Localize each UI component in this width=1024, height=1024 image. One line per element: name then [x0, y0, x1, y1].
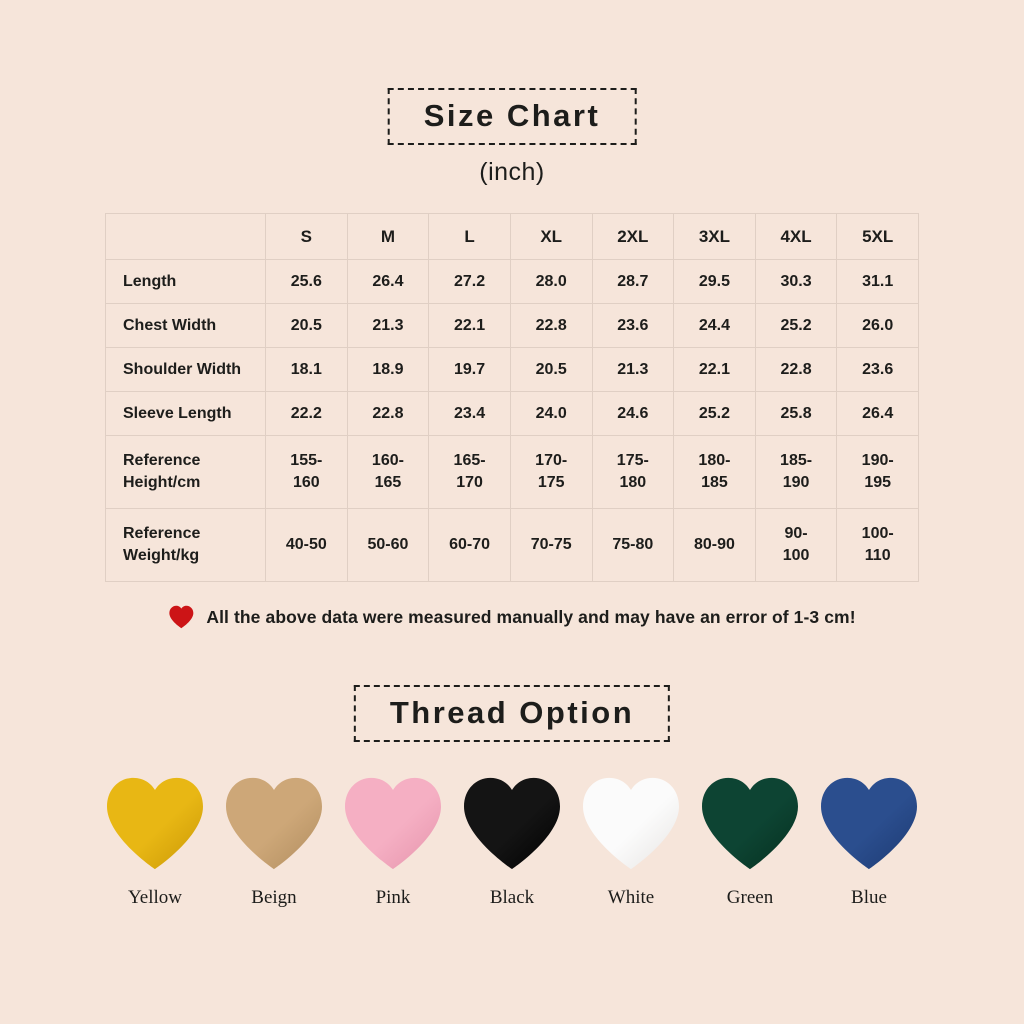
heart-icon — [341, 775, 445, 871]
cell-length-3xl: 29.5 — [674, 260, 756, 304]
cell-line: 160 — [292, 474, 320, 491]
cell-shoulder-3xl: 22.1 — [674, 348, 756, 392]
cell-sleeve-l: 23.4 — [429, 392, 511, 436]
thread-label: Blue — [851, 887, 887, 908]
cell-line: 80-90 — [693, 536, 735, 554]
heart-icon — [168, 605, 194, 629]
cell-chest-5xl: 26.0 — [837, 304, 919, 348]
thread-option-title-box — [354, 685, 670, 742]
cell-shoulder-s: 18.1 — [266, 348, 348, 392]
cell-sleeve-4xl: 25.8 — [755, 392, 837, 436]
row-label-shoulder-width: Shoulder Width — [106, 348, 266, 392]
table-row — [106, 260, 919, 304]
heart-icon — [460, 775, 564, 871]
cell-length-m: 26.4 — [347, 260, 429, 304]
thread-option-title: Thread Option — [389, 695, 635, 730]
row-label-chest-width: Chest Width — [106, 304, 266, 348]
cell-line: 180 — [619, 474, 647, 491]
table-header-row — [106, 214, 919, 260]
cell-line: 60-70 — [449, 536, 491, 554]
cell-weight-xl — [510, 509, 592, 582]
cell-line: 170- — [535, 452, 568, 470]
row-label-length: Length — [106, 260, 266, 304]
size-table — [105, 213, 919, 582]
cell-line: 100- — [861, 525, 894, 543]
cell-line: 165- — [453, 452, 486, 470]
cell-shoulder-m: 18.9 — [347, 348, 429, 392]
cell-height-xl — [510, 436, 592, 509]
cell-line: 160- — [371, 452, 404, 470]
page-title: Size Chart — [423, 98, 601, 133]
cell-height-2xl — [592, 436, 674, 509]
cell-sleeve-5xl: 26.4 — [837, 392, 919, 436]
cell-sleeve-3xl: 25.2 — [674, 392, 756, 436]
cell-chest-2xl: 23.6 — [592, 304, 674, 348]
column-header-l: L — [429, 214, 511, 260]
table-row — [106, 509, 919, 582]
cell-sleeve-xl: 24.0 — [510, 392, 592, 436]
cell-line: 185 — [701, 474, 728, 491]
cell-line: 170 — [456, 474, 483, 491]
cell-line: 110 — [864, 547, 891, 564]
cell-weight-5xl — [837, 509, 919, 582]
cell-line: 70-75 — [530, 536, 572, 554]
measurement-note-text: All the above data were measured manually and may have an error of 1-3 cm! — [206, 606, 856, 627]
cell-length-4xl: 30.3 — [755, 260, 837, 304]
cell-line: 40-50 — [285, 536, 327, 554]
column-header-3xl: 3XL — [674, 214, 756, 260]
cell-shoulder-xl: 20.5 — [510, 348, 592, 392]
cell-line: 50-60 — [367, 536, 409, 554]
heart-icon — [817, 775, 921, 871]
column-header-m: M — [347, 214, 429, 260]
column-header-xl: XL — [510, 214, 592, 260]
row-label-line: Reference — [123, 452, 201, 470]
cell-sleeve-m: 22.8 — [347, 392, 429, 436]
column-header-5xl: 5XL — [837, 214, 919, 260]
thread-label: White — [607, 887, 655, 908]
cell-height-3xl — [674, 436, 756, 509]
row-label-reference-height — [106, 436, 266, 509]
heart-icon — [222, 775, 326, 871]
cell-chest-xl: 22.8 — [510, 304, 592, 348]
cell-length-s: 25.6 — [266, 260, 348, 304]
cell-weight-l — [429, 509, 511, 582]
thread-label: Pink — [375, 887, 411, 908]
cell-weight-m — [347, 509, 429, 582]
table-row — [106, 436, 919, 509]
size-table-wrap — [105, 213, 919, 582]
cell-length-xl: 28.0 — [510, 260, 592, 304]
thread-option-blue[interactable] — [810, 775, 928, 909]
cell-height-4xl — [755, 436, 837, 509]
cell-line: 175- — [616, 452, 649, 470]
cell-line: 180- — [698, 452, 731, 470]
thread-label: Yellow — [127, 887, 183, 908]
cell-height-l — [429, 436, 511, 509]
cell-height-m — [347, 436, 429, 509]
table-row — [106, 392, 919, 436]
thread-label: Beign — [251, 887, 297, 908]
cell-line: 165 — [374, 474, 402, 491]
column-header-s: S — [266, 214, 348, 260]
table-corner-cell — [106, 214, 266, 260]
column-header-4xl: 4XL — [755, 214, 837, 260]
cell-weight-3xl — [674, 509, 756, 582]
cell-chest-s: 20.5 — [266, 304, 348, 348]
thread-label: Green — [726, 887, 774, 908]
cell-shoulder-l: 19.7 — [429, 348, 511, 392]
row-label-sleeve-length: Sleeve Length — [106, 392, 266, 436]
measurement-note — [168, 605, 855, 629]
cell-weight-4xl — [755, 509, 837, 582]
cell-chest-l: 22.1 — [429, 304, 511, 348]
thread-label: Black — [489, 887, 535, 908]
cell-line: 75-80 — [612, 536, 654, 554]
cell-line: 185- — [780, 452, 813, 470]
cell-length-5xl: 31.1 — [837, 260, 919, 304]
heart-icon — [579, 775, 683, 871]
cell-height-s — [266, 436, 348, 509]
table-row — [106, 304, 919, 348]
cell-chest-m: 21.3 — [347, 304, 429, 348]
thread-option-beign[interactable] — [215, 775, 333, 909]
cell-shoulder-2xl: 21.3 — [592, 348, 674, 392]
cell-length-l: 27.2 — [429, 260, 511, 304]
thread-swatch-list — [96, 775, 928, 909]
thread-option-pink[interactable] — [334, 775, 452, 909]
heart-icon — [103, 775, 207, 871]
cell-height-5xl — [837, 436, 919, 509]
unit-subtitle: (inch) — [479, 158, 545, 186]
cell-length-2xl: 28.7 — [592, 260, 674, 304]
table-row — [106, 348, 919, 392]
cell-sleeve-2xl: 24.6 — [592, 392, 674, 436]
thread-option-black[interactable] — [453, 775, 571, 909]
cell-weight-s — [266, 509, 348, 582]
cell-line: 100 — [782, 547, 810, 564]
cell-shoulder-5xl: 23.6 — [837, 348, 919, 392]
size-chart-title-box — [388, 88, 637, 145]
cell-chest-3xl: 24.4 — [674, 304, 756, 348]
cell-line: 195 — [864, 474, 892, 491]
row-label-line: Weight/kg — [123, 547, 200, 564]
cell-line: 190 — [782, 474, 810, 491]
cell-line: 90- — [784, 525, 808, 543]
heart-icon — [698, 775, 802, 871]
cell-shoulder-4xl: 22.8 — [755, 348, 837, 392]
thread-option-yellow[interactable] — [96, 775, 214, 909]
thread-option-white[interactable] — [572, 775, 690, 909]
cell-line: 190- — [861, 452, 894, 470]
cell-line: 175 — [537, 474, 565, 491]
cell-weight-2xl — [592, 509, 674, 582]
cell-chest-4xl: 25.2 — [755, 304, 837, 348]
row-label-reference-weight — [106, 509, 266, 582]
row-label-line: Reference — [123, 525, 201, 543]
column-header-2xl: 2XL — [592, 214, 674, 260]
row-label-line: Height/cm — [123, 474, 201, 491]
cell-line: 155- — [290, 452, 323, 470]
thread-option-green[interactable] — [691, 775, 809, 909]
cell-sleeve-s: 22.2 — [266, 392, 348, 436]
